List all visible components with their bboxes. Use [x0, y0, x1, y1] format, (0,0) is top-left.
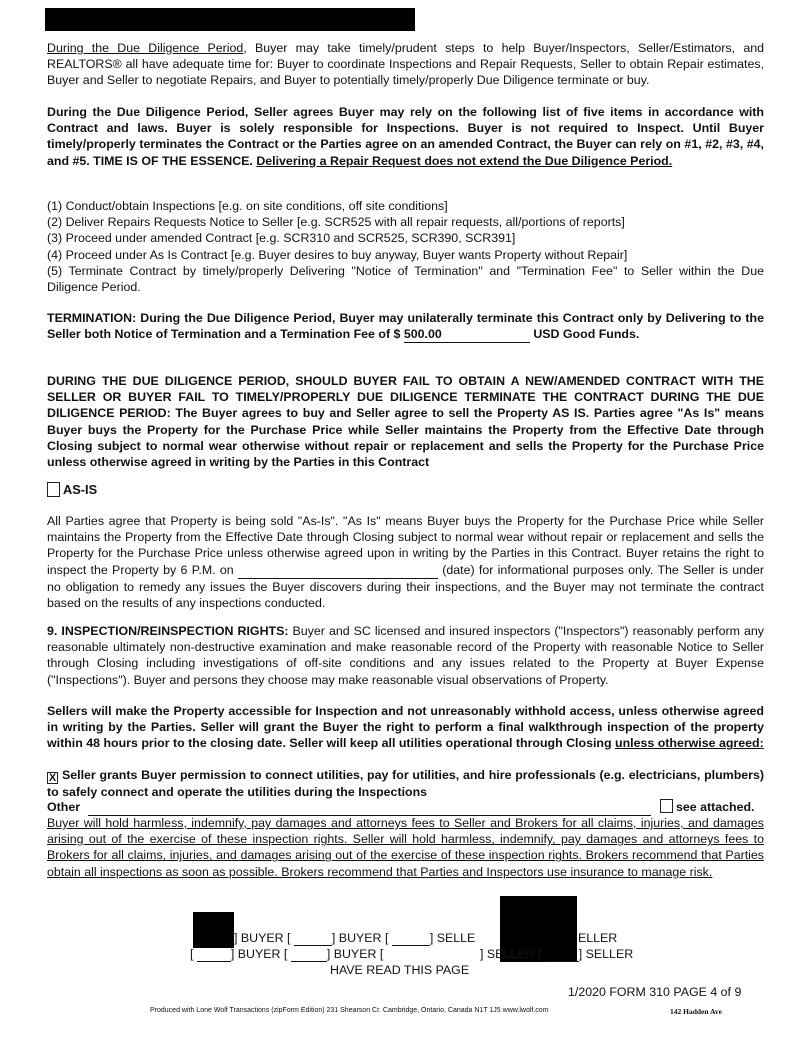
- initials-blank[interactable]: [392, 931, 430, 946]
- initials-label: ] SELLER: [578, 947, 634, 961]
- seller-access-paragraph: [47, 703, 764, 752]
- reliance-paragraph: [47, 104, 764, 169]
- initials-blank[interactable]: [545, 947, 579, 962]
- see-attached-label: see attached.: [675, 800, 755, 814]
- initials-blank[interactable]: [291, 947, 327, 962]
- initials-row-1-right: [578, 931, 617, 945]
- list-item: (4) Proceed under As Is Contract [e.g. Buyer desires to buy anyway, Buyer wants Property without Repair]: [47, 247, 628, 262]
- initials-label: ] SELLER [: [480, 947, 542, 961]
- initials-blank[interactable]: [294, 931, 332, 946]
- have-read-label: HAVE READ THIS PAGE: [330, 963, 470, 977]
- fail-paragraph: [47, 373, 764, 470]
- initials-row-2-right: [480, 947, 633, 962]
- redaction-initials-left: [193, 912, 234, 948]
- termination-suffix: USD Good Funds.: [533, 327, 640, 342]
- other-field[interactable]: [88, 799, 651, 816]
- reliance-items: [47, 198, 764, 295]
- harmless-text: Buyer will hold harmless, indemnify, pay damages and attorneys fees to Seller and Brokers for all claims, injuries, and damages arising out of the exercise of these inspection rights. Seller will hold harmless, indemnify, pay damages and attorneys fees to Brokers for all claims, injuries, and damages arising out of the exercise of these inspection rights. Brokers recommend that Parties obtain all inspections as soon as possible. Brokers recommend that Parties and Inspectors use insurance to manage risk.: [47, 816, 764, 879]
- asis-checkbox[interactable]: [47, 482, 60, 497]
- fail-text: DURING THE DUE DILIGENCE PERIOD, SHOULD BUYER FAIL TO OBTAIN A NEW/AMENDED CONTRACT WITH THE SELLER OR BUYER FAIL TO TIMELY/PROPERLY DUE DILIGENCE TERMINATE THE CONTRACT DURING THE DUE DILIGENCE PERIOD: The Buyer agrees to buy and Seller agree to sell the Property AS IS. Parties agree "As Is" means Buyer buys the Property for the Purchase Price while Seller maintains the Property from the Effective Date through Closing subject to normal wear otherwise without repair or replacement and sells the Property for the Purchase Price unless otherwise agreed in writing by the Parties in this Contract: [47, 374, 764, 470]
- initials-blank[interactable]: [197, 947, 231, 962]
- termination-fee-field[interactable]: [404, 326, 530, 343]
- initials-label: ] BUYER [: [234, 931, 291, 945]
- intro-paragraph: [47, 40, 764, 89]
- list-item: (2) Deliver Repairs Requests Notice to Seller [e.g. SCR525 with all repair requests, all/portions of reports]: [47, 215, 625, 230]
- utilities-option: [47, 767, 764, 800]
- inspection-date-field[interactable]: [238, 562, 438, 579]
- inspection-text: Buyer and SC licensed and insured inspectors ("Inspectors") reasonably perform any reasonable ultimately non-destructive examination and make reasonable record of the Property with reasonable Notice to Seller through Closing including investigations of off-site conditions and any issues related to the Property at Buyer Expense ("Inspections"). Buyer and persons they choose may make reasonable visual observations of Property.: [47, 624, 764, 687]
- initials-label: ELLER: [578, 931, 618, 945]
- see-attached-checkbox[interactable]: [660, 799, 673, 813]
- asis-label: AS-IS: [63, 482, 98, 497]
- asis-text2: informational purposes only. The Seller is under no obligation to remedy any issues the Buyer discovers during their inspections, and the Buyer may not terminate the contract based on the results of any inspections conducted.: [47, 562, 764, 611]
- reliance-text: During the Due Diligence Period, Seller agrees Buyer may rely on the following list of five items in accordance with Contract and laws. Buyer is solely responsible for Inspections. Buyer is not required to Inspect. Until Buyer timely/properly terminates the Contract or the Parties agree on an amended Contract, the Buyer can rely on #1, #2, #3, #4, and #5. TIME IS OF THE ESSENCE.: [47, 105, 764, 168]
- asis-date-label: (date) for: [442, 562, 494, 577]
- list-item: (5) Terminate Contract by timely/properly Delivering "Notice of Termination" and "Termination Fee" to Seller within the Due Diligence Period.: [47, 263, 764, 295]
- reliance-underlined: Delivering a Repair Request does not extend the Due Diligence Period.: [256, 153, 673, 168]
- initials-label: ] BUYER [: [326, 947, 384, 961]
- list-item: (3) Proceed under amended Contract [e.g. SCR310 and SCR525, SCR390, SCR391]: [47, 231, 516, 246]
- list-item: (1) Conduct/obtain Inspections [e.g. on site conditions, off site conditions]: [47, 199, 448, 213]
- termination-paragraph: [47, 310, 764, 343]
- harmless-paragraph: [47, 815, 764, 880]
- inspection-paragraph: [47, 623, 764, 688]
- asis-text1: All Parties agree that Property is being sold "As-Is". "As Is" means Buyer buys the Property for the Purchase Price while Seller maintains the Property from the Effective Date through Closing subject to normal wear without repair or replacement and sells the Property for the Purchase Price unless otherwise agreed upon in writing by the Parties in this Contract. Buyer retains the right to inspect the Property by 6 P.M. on: [47, 514, 764, 577]
- initials-row-2: [190, 947, 383, 962]
- produced-by: Produced with Lone Wolf Transactions (zipForm Edition) 231 Shearson Cr. Cambridge, Ontario, Canada N1T 1J5 www.lwolf.com: [150, 1007, 549, 1014]
- termination-text: TERMINATION: During the Due Diligence Period, Buyer may unilaterally terminate this Contract only by Delivering to the Seller both Notice of Termination and a Termination Fee of $: [47, 311, 764, 342]
- property-address: 142 Hadden Ave: [670, 1007, 722, 1016]
- utilities-text: Seller grants Buyer permission to connect utilities, pay for utilities, and hire professionals (e.g. electricians, plumbers) to safely connect and operate the utilities during the Inspections: [47, 768, 764, 799]
- asis-option: [47, 482, 764, 498]
- intro-text: , Buyer may take timely/prudent steps to help Buyer/Inspectors, Seller/Estimators, and REALTORS® all have adequate time for: Buyer to coordinate Inspections and Repair Requests, Seller to obtain Repair estimates, Buyer and Seller to negotiate Repairs, and Buyer to potentially timely/properly Due Diligence terminate or buy.: [47, 41, 764, 88]
- initials-label: ] BUYER [: [230, 947, 288, 961]
- other-label: Other: [47, 800, 81, 814]
- asis-paragraph: [47, 513, 764, 611]
- seller-access-underlined: unless otherwise agreed:: [615, 736, 764, 751]
- redaction-bar-top: [45, 8, 415, 31]
- initials-label: [: [190, 947, 194, 961]
- seller-access-text: Sellers will make the Property accessible for Inspection and not unreasonably withhold access, unless otherwise agreed in writing by the Parties. Seller will grant the Buyer the right to perform a final walkthrough inspection of the property within 48 hours prior to the closing date. Seller will keep all utilities operational through Closing: [47, 704, 764, 751]
- initials-label: ] BUYER [: [331, 931, 389, 945]
- termination-fee-value: 500.00: [403, 327, 442, 342]
- form-page-label: 1/2020 FORM 310 PAGE 4 of 9: [568, 985, 742, 999]
- initials-label: ] SELLE: [429, 931, 476, 945]
- initials-row-1: [234, 931, 475, 946]
- utilities-checkbox[interactable]: X: [48, 772, 57, 784]
- inspection-heading: 9. INSPECTION/REINSPECTION RIGHTS:: [47, 624, 289, 638]
- other-row: [47, 799, 764, 816]
- due-diligence-lead: During the Due Diligence Period: [47, 41, 244, 55]
